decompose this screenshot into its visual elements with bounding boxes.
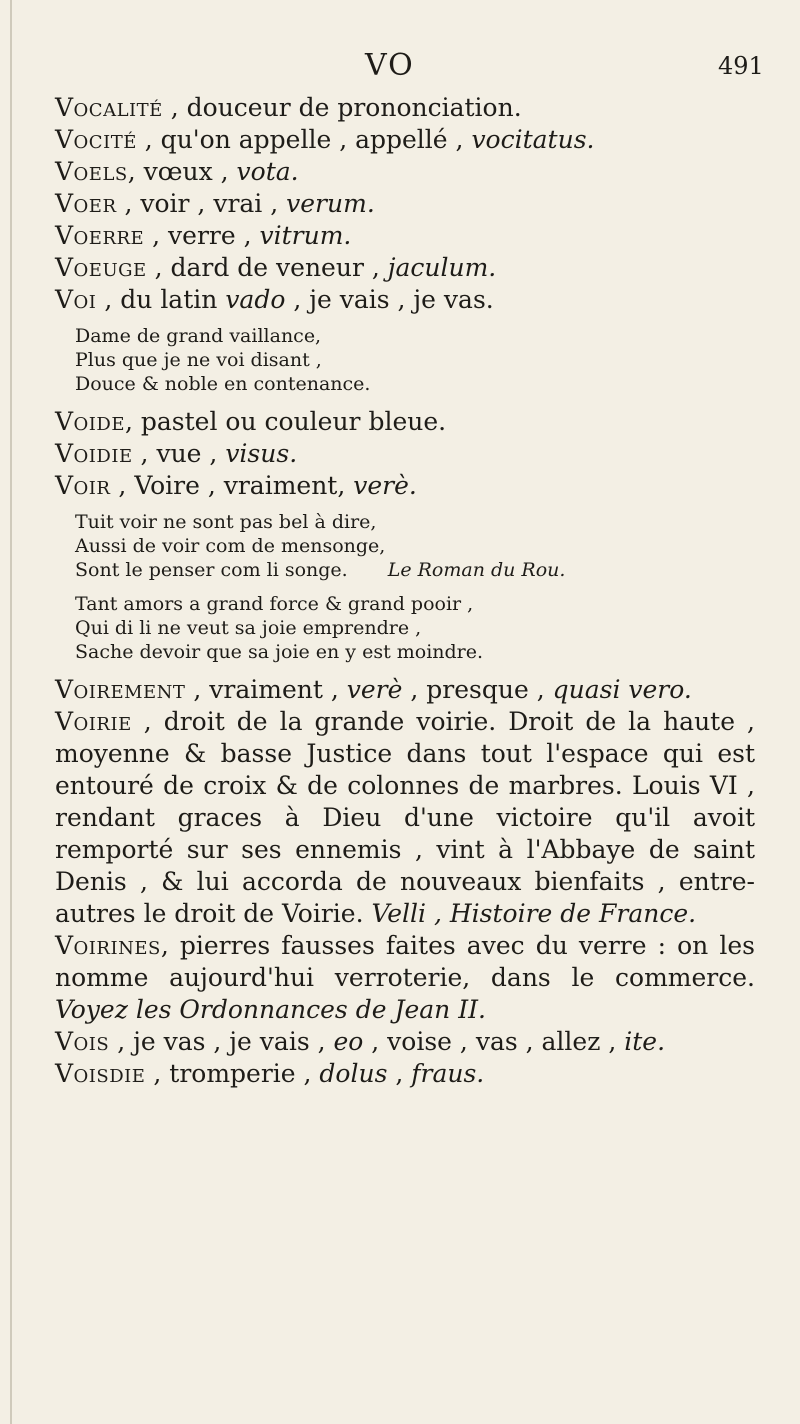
quote-line: Qui di li ne veut sa joie emprendre ,: [75, 617, 422, 639]
entry-vois: Vois , je vas , je vais , eo , voise , vas , allez , ite.: [55, 1027, 666, 1056]
entry-voisdie: Voisdie , tromperie , dolus , fraus.: [55, 1059, 485, 1088]
quote-line: Tuit voir ne sont pas bel à dire,: [75, 511, 377, 533]
entry-voerre: Voerre , verre , vitrum.: [55, 221, 352, 250]
quote-voir-1: [75, 510, 755, 582]
entry-vocalite: Vocalité , douceur de prononciation.: [55, 93, 522, 122]
quote-line: Tant amors a grand force & grand pooir ,: [75, 593, 474, 615]
entry-voirines: Voirines, pierres fausses faites avec du verre : on les nomme aujourd'hui verroterie, dans le commerce. Voyez les Ordonnances de Jean II.: [55, 931, 755, 1024]
quote-line: Sont le penser com li songe. Le Roman du Rou.: [75, 559, 566, 581]
quote-line: Plus que je ne voi disant ,: [75, 349, 322, 371]
quote-line: Dame de grand vaillance,: [75, 325, 322, 347]
quote-line: Sache devoir que sa joie en y est moindre.: [75, 641, 484, 663]
entry-voi: Voi , du latin vado , je vais , je vas.: [55, 285, 494, 314]
quote-line: Douce & noble en contenance.: [75, 373, 371, 395]
quote-source: Le Roman du Rou.: [387, 559, 566, 581]
page-edge: [10, 0, 12, 1424]
entry-voirement: Voirement , vraiment , verè , presque , quasi vero.: [55, 675, 692, 704]
entry-voidie: Voidie , vue , visus.: [55, 439, 298, 468]
entry-voels: Voels, vœux , vota.: [55, 157, 299, 186]
quote-line: Aussi de voir com de mensonge,: [75, 535, 386, 557]
page-header: [0, 48, 800, 88]
page-body: [55, 92, 755, 1090]
quote-voi: [75, 324, 755, 396]
entry-voeuge: Voeuge , dard de veneur , jaculum.: [55, 253, 497, 282]
entry-voide: Voide, pastel ou couleur bleue.: [55, 407, 447, 436]
entry-voir: Voir , Voire , vraiment, verè.: [55, 471, 417, 500]
entry-voer: Voer , voir , vrai , verum.: [55, 189, 375, 218]
page-number: 491: [718, 52, 764, 80]
quote-voir-2: [75, 592, 755, 664]
running-head: VO: [365, 48, 415, 83]
entry-voirie: Voirie , droit de la grande voirie. Droit de la haute , moyenne & basse Justice dans tout l'espace qui est entouré de croix & de colonnes de marbres. Louis VI , rendant graces à Dieu d'une victoire qu'il avoit remporté sur ses ennemis , vint à l'Abbaye de saint Denis , & lui accorda de nouveaux bienfaits , entre-autres le droit de Voirie. Velli , Histoire de France.: [55, 707, 755, 928]
entry-vocite: Vocité , qu'on appelle , appellé , vocitatus.: [55, 125, 595, 154]
